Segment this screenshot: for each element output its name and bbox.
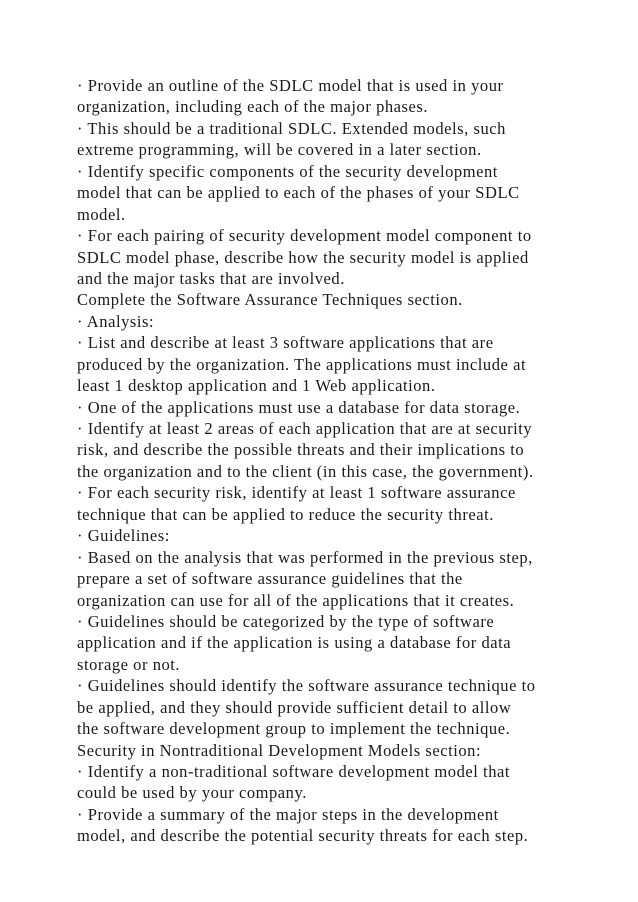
section-heading: Security in Nontraditional Development Models section:	[77, 740, 482, 760]
text-line: · For each pairing of security development model component to	[77, 226, 532, 246]
text-line: · List and describe at least 3 software applications that are	[77, 333, 494, 353]
text-line: · Based on the analysis that was performed in the previous step,	[77, 547, 533, 567]
text-line: · This should be a traditional SDLC. Extended models, such	[77, 118, 506, 138]
text-line: and the major tasks that are involved.	[77, 268, 345, 288]
text-line: organization, including each of the major phases.	[77, 97, 429, 117]
text-line: storage or not.	[77, 654, 181, 674]
document-body	[77, 75, 617, 847]
text-line: technique that can be applied to reduce the security threat.	[77, 504, 494, 524]
text-line: risk, and describe the possible threats and their implications to	[77, 440, 525, 460]
text-line: · Guidelines should identify the software assurance technique to	[77, 676, 536, 696]
text-line: · Identify specific components of the security development	[77, 161, 498, 181]
text-line: application and if the application is using a database for data	[77, 633, 512, 653]
text-line: · One of the applications must use a database for data storage.	[77, 397, 521, 417]
text-line: · For each security risk, identify at least 1 software assurance	[77, 483, 516, 503]
text-line: produced by the organization. The applications must include at	[77, 354, 527, 374]
text-line: · Provide a summary of the major steps in the development	[77, 804, 499, 824]
text-line: · Provide an outline of the SDLC model that is used in your	[77, 76, 504, 95]
text-line: · Guidelines:	[77, 526, 170, 546]
text-line: the organization and to the client (in this case, the government).	[77, 461, 534, 481]
text-line: SDLC model phase, describe how the security model is applied	[77, 247, 529, 267]
text-line: the software development group to implement the technique.	[77, 719, 511, 739]
text-line: model that can be applied to each of the phases of your SDLC	[77, 183, 520, 203]
text-line: · Identify at least 2 areas of each application that are at security	[77, 419, 533, 438]
section-heading: Complete the Software Assurance Techniques section.	[77, 290, 463, 310]
text-line: least 1 desktop application and 1 Web application.	[77, 376, 436, 396]
text-line: prepare a set of software assurance guidelines that the	[77, 569, 463, 589]
text-line: · Guidelines should be categorized by the type of software	[77, 611, 495, 631]
text-line: · Analysis:	[77, 311, 155, 331]
text-line: organization can use for all of the applications that it creates.	[77, 590, 515, 610]
text-line: · Identify a non-traditional software development model that	[77, 762, 510, 781]
text-line: extreme programming, will be covered in a later section.	[77, 140, 482, 160]
text-line: be applied, and they should provide sufficient detail to allow	[77, 697, 512, 717]
text-line: model.	[77, 204, 126, 224]
text-line: model, and describe the potential security threats for each step.	[77, 826, 529, 846]
text-line: could be used by your company.	[77, 783, 307, 803]
